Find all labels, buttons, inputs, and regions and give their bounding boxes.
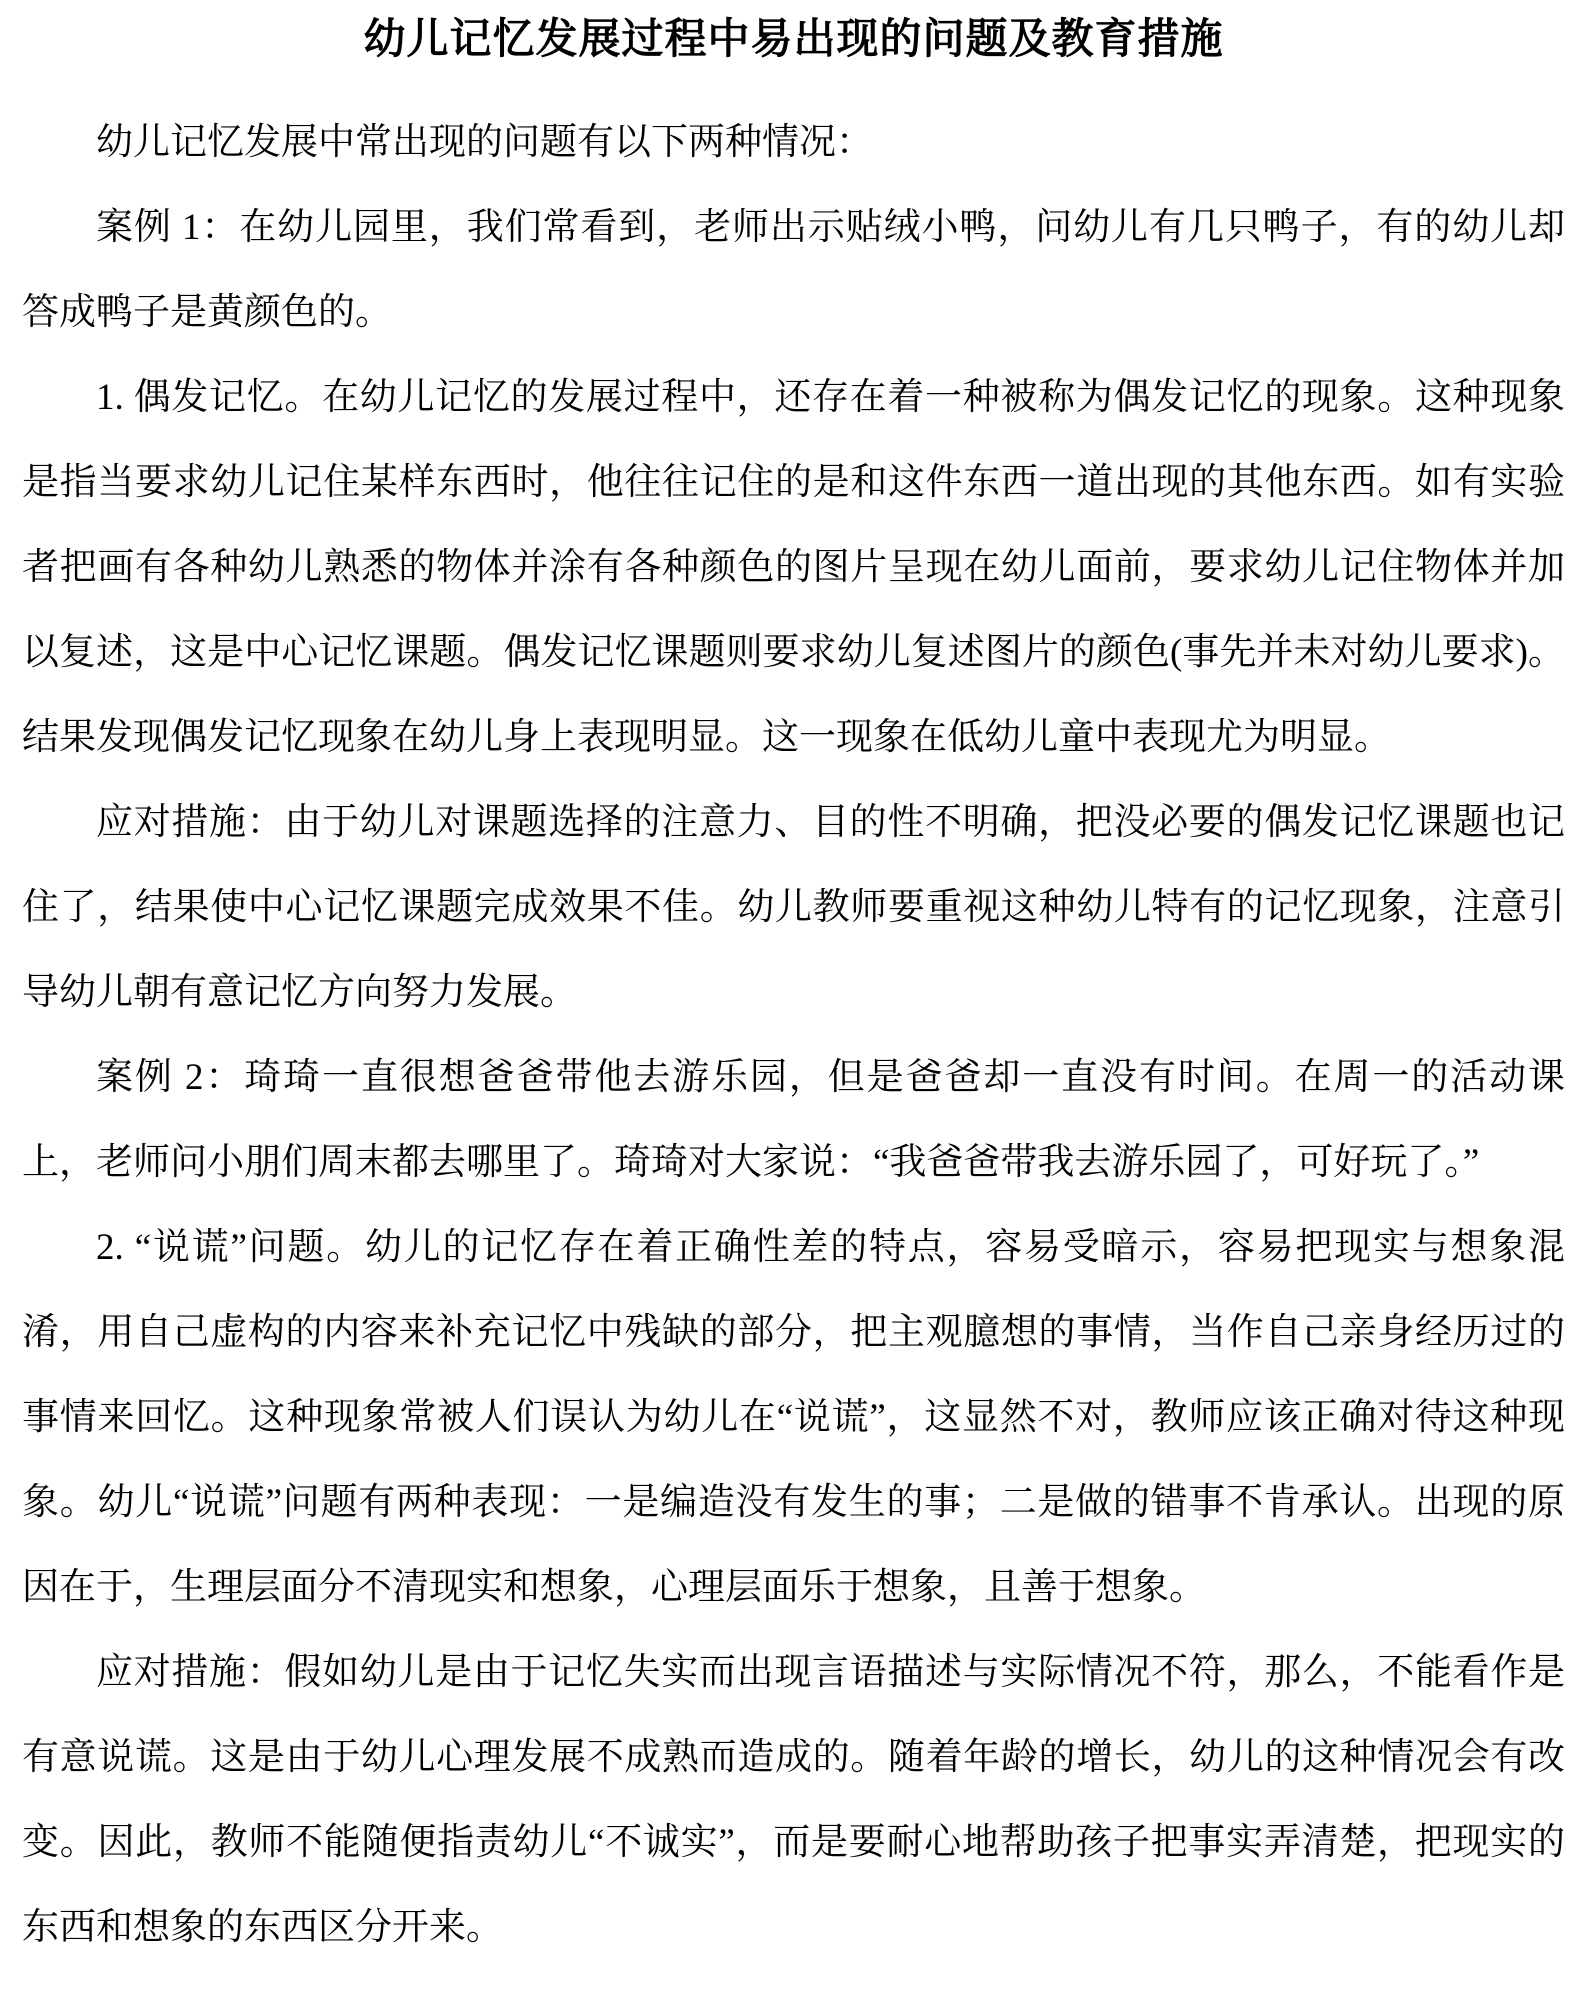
paragraph-problem-2-lying: 2. “说谎”问题。幼儿的记忆存在着正确性差的特点，容易受暗示，容易把现实与想象混淆，用自己虚构的内容来补充记忆中残缺的部分，把主观臆想的事情，当作自己亲身经历过的事情来回忆。这种现象常被人们误认为幼儿在“说谎”，这显然不对，教师应该正确对待这种现象。幼儿“说谎”问题有两种表现：一是编造没有发生的事；二是做的错事不肯承认。出现的原因在于，生理层面分不清现实和想象，心理层面乐于想象，且善于想象。 <box>22 1227 1565 1608</box>
paragraph-case-2: 案例 2：琦琦一直很想爸爸带他去游乐园，但是爸爸却一直没有时间。在周一的活动课上，老师问小朋们周末都去哪里了。琦琦对大家说：“我爸爸带我去游乐园了，可好玩了。” <box>22 1057 1565 1183</box>
paragraph-intro: 幼儿记忆发展中常出现的问题有以下两种情况： <box>96 122 873 163</box>
paragraph-measure-1: 应对措施：由于幼儿对课题选择的注意力、目的性不明确，把没必要的偶发记忆课题也记住了，结果使中心记忆课题完成效果不佳。幼儿教师要重视这种幼儿特有的记忆现象，注意引导幼儿朝有意记忆方向努力发展。 <box>22 802 1565 1013</box>
paragraph-measure-2: 应对措施：假如幼儿是由于记忆失实而出现言语描述与实际情况不符，那么，不能看作是有意说谎。这是由于幼儿心理发展不成熟而造成的。随着年龄的增长，幼儿的这种情况会有改变。因此，教师不能随便指责幼儿“不诚实”，而是要耐心地帮助孩子把事实弄清楚，把现实的东西和想象的东西区分开来。 <box>22 1652 1565 1948</box>
document-title: 幼儿记忆发展过程中易出现的问题及教育措施 <box>363 17 1224 63</box>
paragraph-problem-1-incidental-memory: 1. 偶发记忆。在幼儿记忆的发展过程中，还存在着一种被称为偶发记忆的现象。这种现象是指当要求幼儿记住某样东西时，他往往记住的是和这件东西一道出现的其他东西。如有实验者把画有各种幼儿熟悉的物体并涂有各种颜色的图片呈现在幼儿面前，要求幼儿记住物体并加以复述，这是中心记忆课题。偶发记忆课题则要求幼儿复述图片的颜色(事先并未对幼儿要求)。结果发现偶发记忆现象在幼儿身上表现明显。这一现象在低幼儿童中表现尤为明显。 <box>22 377 1565 758</box>
paragraph-case-1: 案例 1：在幼儿园里，我们常看到，老师出示贴绒小鸭，问幼儿有几只鸭子，有的幼儿却答成鸭子是黄颜色的。 <box>22 207 1565 333</box>
